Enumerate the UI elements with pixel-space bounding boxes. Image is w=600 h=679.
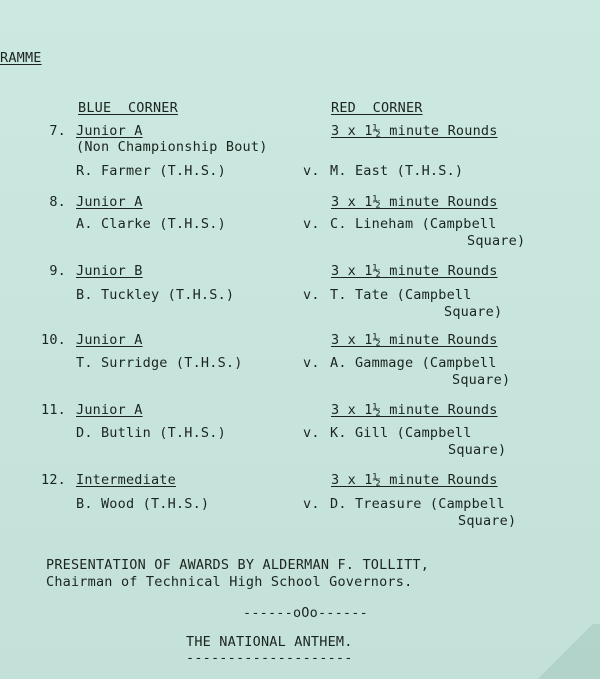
red-boxer-club: Square) [467,233,526,249]
blue-boxer: T. Surridge (T.H.S.) [76,355,243,371]
red-boxer: D. Treasure (Campbell [330,496,505,512]
red-boxer: C. Lineham (Campbell [330,216,497,232]
versus: v. [303,355,320,371]
red-boxer-club: Square) [458,513,517,529]
bout-category: Junior A [76,332,143,348]
separator: ------oOo------ [243,605,368,621]
bout-number: 9. [49,263,66,279]
versus: v. [303,425,320,441]
blue-corner-heading: BLUE CORNER [78,100,178,116]
blue-boxer: D. Butlin (T.H.S.) [76,425,226,441]
red-corner-heading: RED CORNER [331,100,423,116]
anthem: THE NATIONAL ANTHEM. [186,634,353,650]
bout-category: Intermediate [76,472,176,488]
bout-rounds: 3 x 1½ minute Rounds [331,402,498,418]
bout-rounds: 3 x 1½ minute Rounds [331,472,498,488]
bout-number: 7. [49,123,66,139]
bout-rounds: 3 x 1½ minute Rounds [331,332,498,348]
bout-number: 8. [49,194,66,210]
bout-category: Junior B [76,263,143,279]
versus: v. [303,496,320,512]
bout-rounds: 3 x 1½ minute Rounds [331,194,498,210]
bout-rounds: 3 x 1½ minute Rounds [331,263,498,279]
page-corner-fold [530,624,600,679]
presentation-line-2: Chairman of Technical High School Governors. [46,574,413,590]
bout-note: (Non Championship Bout) [76,139,268,155]
red-boxer-club: Square) [444,304,503,320]
anthem-rule: -------------------- [186,650,353,666]
versus: v. [303,287,320,303]
bout-number: 10. [41,332,66,348]
blue-boxer: R. Farmer (T.H.S.) [76,163,226,179]
bout-number: 12. [41,472,66,488]
blue-boxer: B. Wood (T.H.S.) [76,496,210,512]
bout-number: 11. [41,402,66,418]
programme-header: RAMME [0,50,42,66]
red-boxer: K. Gill (Campbell [330,425,472,441]
versus: v. [303,163,320,179]
red-boxer: A. Gammage (Campbell [330,355,497,371]
blue-boxer: B. Tuckley (T.H.S.) [76,287,235,303]
bout-rounds: 3 x 1½ minute Rounds [331,123,498,139]
bout-category: Junior A [76,194,143,210]
bout-category: Junior A [76,402,143,418]
red-boxer-club: Square) [452,372,511,388]
versus: v. [303,216,320,232]
bout-category: Junior A [76,123,143,139]
red-boxer: T. Tate (Campbell [330,287,472,303]
red-boxer-club: Square) [448,442,507,458]
red-boxer: M. East (T.H.S.) [330,163,464,179]
blue-boxer: A. Clarke (T.H.S.) [76,216,226,232]
presentation-line-1: PRESENTATION OF AWARDS BY ALDERMAN F. TOLLITT, [46,557,430,573]
